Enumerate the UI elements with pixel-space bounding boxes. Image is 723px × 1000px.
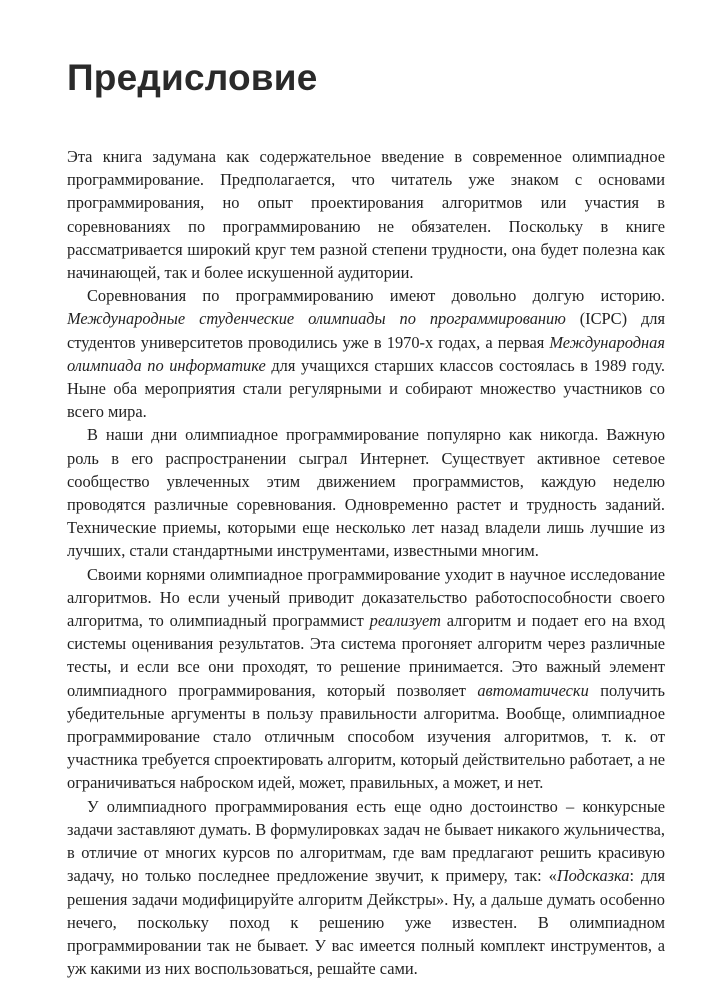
italic-run: Международная олимпиада по информатике <box>67 332 665 375</box>
page-title: Предисловие <box>67 57 318 98</box>
text-run: алгоритм и подает его на вход системы оценивания результатов. Эта система прогоняет алгоритм через различные тесты, и если все они проходят, то решение принимается. Это важный элемент олимпиадного программирования, который позволяет <box>67 611 666 700</box>
italic-run: реализует <box>369 611 441 631</box>
text-run: В наши дни олимпиадное программирование популярно как никогда. Важную роль в его распространении сыграл Интернет. Существует активное сетевое сообщество увлеченных этим движением программистов, каждую неделю проводятся различные соревнования. Одновременно растет и трудность заданий. Технические приемы, которыми еще несколько лет назад владели лишь лучшие из лучших, стали стандартными инструментами, известными многим. <box>67 425 665 561</box>
paragraph-4 <box>67 563 665 795</box>
paragraph-2 <box>67 284 665 423</box>
text-run: : для решения задачи модифицируйте алгоритм Дейкстры». Ну, а дальше думать особенно нечего, поскольку поход к решению уже известен. В олимпиадном программировании так не бывает. У вас имеется полный комплект инструментов, а уж какими из них воспользоваться, решайте сами. <box>67 866 666 979</box>
text-run: получить убедительные аргументы в пользу правильности алгоритма. Вообще, олимпиадное программирование стало отличным способом изучения алгоритмов, т. к. от участника требуется спроектировать алгоритм, который действительно работает, а не ограничиваться наброском идей, может, правильных, а может, и нет. <box>67 680 665 793</box>
paragraph-3 <box>67 423 665 562</box>
paragraph-5 <box>67 795 665 981</box>
text-run: Эта книга задумана как содержательное введение в современное олимпиадное программирование. Предполагается, что читатель уже знаком с основами программирования, но опыт проектирования алгоритмов или участия в соревнованиях по программированию не обязателен. Поскольку в книге рассматривается широкий круг тем разной степени трудности, она будет полезна как начинающей, так и более искушенной аудитории. <box>67 147 665 283</box>
text-run: У олимпиадного программирования есть еще одно достоинство – конкурсные задачи заставляют думать. В формулировках задач не бывает никакого жульничества, в отличие от многих курсов по алгоритмам, где вам предлагают решить красивую задачу, но только последнее предложение звучит, к примеру, так: « <box>67 796 665 886</box>
paragraph-1 <box>67 145 665 284</box>
text-run: для учащихся старших классов состоялась в 1989 году. Ныне оба мероприятия стали регулярными и собирают множество участников со всего мира. <box>67 355 665 422</box>
text-run: Своими корнями олимпиадное программирование уходит в научное исследование алгоритмов. Но если ученый приводит доказательство работоспособности своего алгоритма, то олимпиадный программист <box>67 564 665 631</box>
italic-run: Международные студенческие олимпиады по программированию <box>67 309 566 329</box>
preface-body <box>67 145 665 980</box>
italic-run: Подсказка <box>556 866 630 886</box>
text-run: (ICPC) для студентов университетов проводились уже в 1970-х годах, а первая <box>67 309 665 352</box>
italic-run: автоматически <box>477 680 589 700</box>
text-run: Соревнования по программированию имеют довольно долгую историю. <box>87 286 665 306</box>
